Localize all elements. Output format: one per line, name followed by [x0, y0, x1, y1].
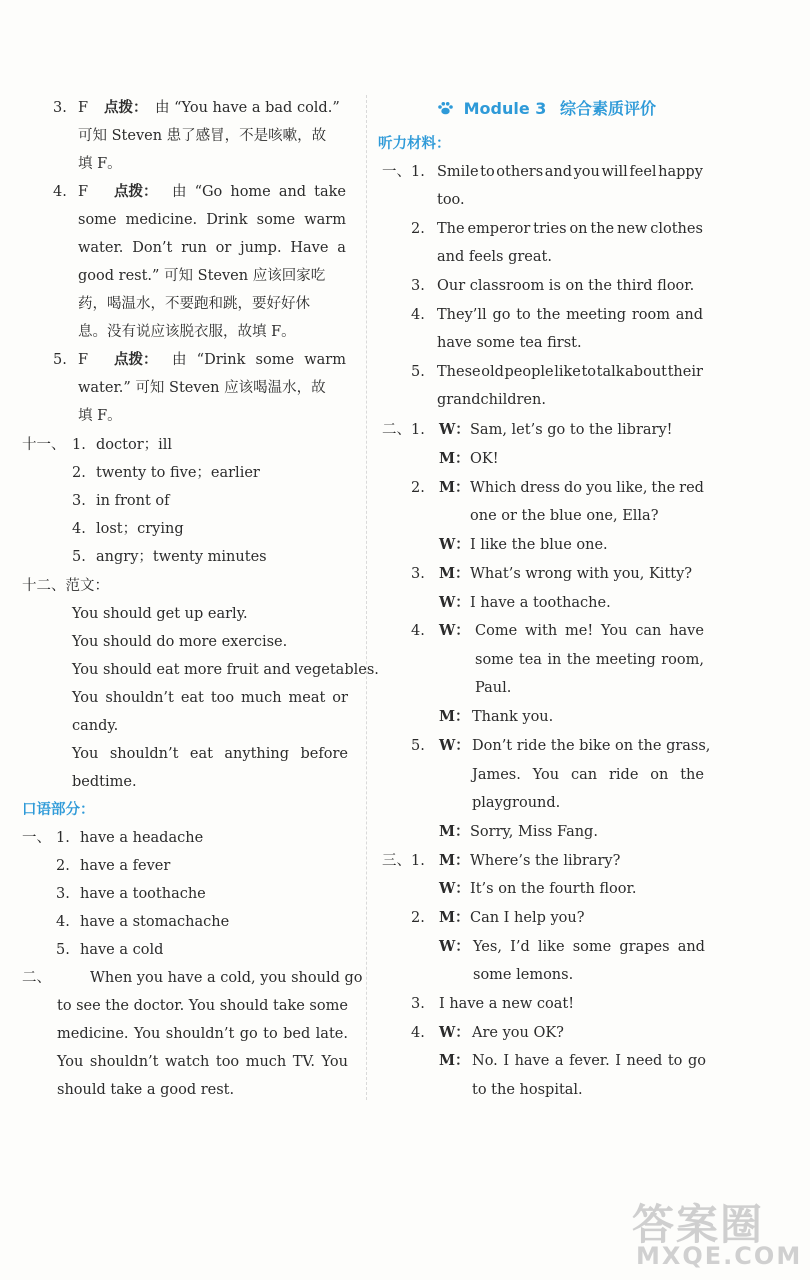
word: need	[626, 1053, 663, 1069]
sentence-line	[437, 305, 703, 325]
word: feel	[629, 164, 657, 180]
speaker: M：	[439, 909, 470, 926]
speaker: W：	[439, 880, 470, 897]
section-label: 十二、范文：	[22, 578, 109, 594]
dialogue-line: Where’s the library?	[470, 853, 621, 869]
listening-heading: 听力材料：	[378, 136, 451, 152]
item-number: 5.	[411, 364, 425, 380]
word: go	[239, 1026, 258, 1042]
hint-text: 由 “You have a bad cold.”	[155, 100, 340, 116]
word: on	[650, 767, 669, 783]
dialogue-line: OK!	[470, 451, 499, 467]
word: some	[309, 998, 348, 1014]
dialogue-line	[473, 937, 705, 957]
word: watch	[165, 1054, 210, 1070]
hint-text: 可知 Steven 患了感冒，不是咳嗽，故	[78, 128, 327, 144]
word: take	[273, 998, 305, 1014]
word: Yes,	[473, 939, 502, 955]
item-number: 4.	[56, 914, 70, 930]
word: anything	[224, 746, 290, 762]
essay-line	[72, 688, 348, 708]
module-title: 综合素质评价	[559, 99, 656, 118]
word: You	[72, 690, 99, 706]
paragraph-line	[57, 1052, 348, 1072]
word: I’d	[510, 939, 530, 955]
word: the	[680, 767, 704, 783]
speaker: M：	[439, 1052, 470, 1069]
dialogue-line	[475, 650, 704, 670]
word: Come	[475, 623, 518, 639]
word: You	[133, 1026, 161, 1042]
word: “Drink	[196, 352, 246, 368]
word: emperor	[467, 221, 531, 237]
section-label: 二、	[22, 970, 51, 986]
hint-text: 填 F。	[78, 156, 122, 172]
word: some	[572, 939, 612, 955]
answer-text: have a fever	[80, 858, 171, 874]
word: room	[631, 307, 670, 323]
word: talk	[596, 364, 625, 380]
dialogue-line: It’s on the fourth floor.	[470, 881, 637, 897]
watermark	[632, 1192, 810, 1280]
item-number: 1.	[411, 164, 425, 180]
paw-icon	[437, 101, 454, 115]
word: No.	[472, 1053, 498, 1069]
word: with	[524, 623, 558, 639]
word: to	[263, 1026, 278, 1042]
answer-text: doctor；ill	[96, 437, 173, 453]
word: grapes	[619, 939, 670, 955]
dialogue-line: Thank you.	[472, 709, 554, 725]
item-number: 1.	[411, 422, 425, 438]
sentence-line	[437, 362, 703, 382]
word: shouldn’t	[109, 746, 179, 762]
answer-text: twenty to five；earlier	[96, 465, 260, 481]
dialogue-line: Sam, let’s go to the library!	[470, 422, 673, 438]
word: Don’t	[132, 240, 173, 256]
essay-line	[72, 744, 348, 764]
word: can	[570, 767, 598, 783]
word: shouldn’t	[165, 1026, 235, 1042]
word: their	[667, 364, 703, 380]
word: before	[300, 746, 348, 762]
word: shouldn’t	[105, 690, 174, 706]
section-label: 一、	[22, 830, 51, 846]
item-number: 2.	[411, 910, 425, 926]
hint-text: 息。没有说应该脱衣服，故填 F。	[78, 324, 296, 340]
word: can	[635, 623, 662, 639]
item-number: 4.	[53, 184, 67, 200]
word: and	[278, 184, 307, 200]
word: some	[475, 652, 514, 668]
item-number: 2.	[56, 858, 70, 874]
speaker: M：	[439, 708, 470, 725]
word: too	[215, 1054, 240, 1070]
word: You	[57, 1054, 84, 1070]
word: eat	[180, 690, 204, 706]
word: Have	[290, 240, 329, 256]
answer-text: have a toothache	[80, 886, 206, 902]
dialogue-line: Sorry, Miss Fang.	[470, 824, 598, 840]
word: see	[76, 998, 101, 1014]
word: room,	[661, 652, 704, 668]
word: red	[679, 480, 704, 496]
word: others	[496, 164, 544, 180]
dialogue-line: What’s wrong with you, Kitty?	[470, 566, 693, 582]
word: you	[585, 480, 613, 496]
item-number: 1.	[72, 437, 86, 453]
dialogue-line: I have a new coat!	[439, 996, 575, 1012]
word: the	[590, 221, 615, 237]
item-number: 1.	[56, 830, 70, 846]
word: should	[219, 998, 269, 1014]
item-number: 3.	[56, 886, 70, 902]
word: warm	[304, 212, 346, 228]
answer-text: have a cold	[80, 942, 164, 958]
word: doctor.	[133, 998, 185, 1014]
speaker: W：	[439, 622, 470, 639]
word: to	[516, 307, 531, 323]
word: much	[245, 1054, 287, 1070]
item-number: 5.	[72, 549, 86, 565]
word: like,	[616, 480, 648, 496]
word: These	[437, 364, 481, 380]
word: I	[503, 1053, 510, 1069]
item-number: 5.	[411, 738, 425, 754]
dialogue-line: I have a toothache.	[470, 595, 611, 611]
word: like	[537, 939, 565, 955]
paragraph-line: When you have a cold, you should go	[90, 970, 363, 986]
word: a	[337, 240, 346, 256]
answer: F	[78, 100, 89, 116]
dialogue-line: Don’t ride the bike on the grass,	[472, 738, 711, 754]
essay-line: bedtime.	[72, 774, 137, 790]
sentence-line: Our classroom is on the third floor.	[437, 278, 695, 294]
item-number: 2.	[72, 465, 86, 481]
answer-text: angry；twenty minutes	[96, 549, 267, 565]
word: me!	[565, 623, 594, 639]
word: in	[547, 652, 562, 668]
hint-line	[78, 210, 346, 230]
item-number: 5.	[56, 942, 70, 958]
word: warm	[304, 352, 346, 368]
word: tea	[518, 652, 542, 668]
column-divider	[366, 95, 367, 1100]
word: meat	[288, 690, 326, 706]
word: and	[544, 164, 573, 180]
dialogue-line	[472, 765, 704, 785]
paragraph-line	[57, 1024, 348, 1044]
word: shouldn’t	[89, 1054, 159, 1070]
essay-line: candy.	[72, 718, 119, 734]
hint-label: 点拨：	[114, 183, 158, 200]
dialogue-line: Can I help you?	[470, 910, 585, 926]
word: to	[667, 1053, 683, 1069]
oral-heading: 口语部分：	[22, 802, 95, 818]
speaker: W：	[439, 938, 470, 955]
sentence-line: have some tea first.	[437, 335, 582, 351]
dialogue-line: I like the blue one.	[470, 537, 608, 553]
hint-line	[78, 238, 346, 258]
word: clothes	[650, 221, 703, 237]
item-number: 3.	[411, 996, 425, 1012]
word: go	[492, 307, 511, 323]
word: old	[481, 364, 504, 380]
word: tries	[533, 221, 567, 237]
word: eat	[189, 746, 213, 762]
item-number: 4.	[411, 623, 425, 639]
word: fever.	[569, 1053, 610, 1069]
word: people	[504, 364, 554, 380]
dialogue-line	[472, 1051, 706, 1071]
sentence-line: too.	[437, 192, 465, 208]
speaker: W：	[439, 737, 470, 754]
item-number: 4.	[411, 307, 425, 323]
word: water.	[78, 240, 124, 256]
word: the	[566, 652, 591, 668]
word: You	[321, 1054, 348, 1070]
word: to	[57, 998, 72, 1014]
word: some	[256, 212, 296, 228]
section-label: 十一、	[22, 437, 66, 453]
word: 由	[172, 352, 187, 368]
hint-line	[172, 350, 346, 370]
word: some	[78, 212, 117, 228]
word: medicine.	[125, 212, 198, 228]
word: new	[617, 221, 648, 237]
sentence-line: grandchildren.	[437, 392, 546, 408]
word: the	[536, 307, 561, 323]
word: Smile	[437, 164, 479, 180]
speaker: M：	[439, 565, 470, 582]
word: much	[241, 690, 282, 706]
dialogue-line	[470, 478, 704, 498]
answer-text: have a stomachache	[80, 914, 230, 930]
answer-text: in front of	[96, 493, 170, 509]
essay-line: You should do more exercise.	[72, 634, 288, 650]
answer: F	[78, 184, 89, 200]
word: “Go	[194, 184, 223, 200]
word: like	[554, 364, 581, 380]
dialogue-line: playground.	[472, 795, 561, 811]
speaker: W：	[439, 1024, 470, 1041]
word: meeting	[595, 652, 656, 668]
word: or	[332, 690, 348, 706]
word: late.	[315, 1026, 348, 1042]
item-number: 2.	[411, 221, 425, 237]
sentence-line: and feels great.	[437, 249, 552, 265]
item-number: 3.	[411, 566, 425, 582]
word: I	[615, 1053, 621, 1069]
word: the	[651, 480, 676, 496]
word: do	[563, 480, 582, 496]
item-number: 3.	[53, 100, 67, 116]
speaker: M：	[439, 479, 470, 496]
sentence-line	[437, 219, 703, 239]
word: The	[437, 221, 465, 237]
word: They’ll	[437, 307, 487, 323]
hint-text: 药，喝温水，不要跑和跳，要好好休	[78, 296, 310, 312]
paragraph-line	[57, 996, 348, 1016]
word: to	[480, 164, 495, 180]
word: ride	[608, 767, 639, 783]
word: and	[677, 939, 705, 955]
word: Drink	[206, 212, 248, 228]
section-label: 二、	[382, 422, 411, 438]
word: medicine.	[57, 1026, 129, 1042]
word: or	[215, 240, 232, 256]
word: You	[188, 998, 216, 1014]
word: dress	[520, 480, 560, 496]
speaker: M：	[439, 450, 470, 467]
essay-line: You should eat more fruit and vegetables.	[72, 662, 379, 678]
module-label: Module 3	[463, 99, 547, 118]
section-label: 一、	[382, 164, 411, 180]
item-number: 4.	[411, 1025, 425, 1041]
word: and	[675, 307, 703, 323]
word: will	[601, 164, 628, 180]
word: meeting	[566, 307, 627, 323]
item-number: 5.	[53, 352, 67, 368]
paragraph-line: should take a good rest.	[57, 1082, 235, 1098]
word: you	[573, 164, 600, 180]
item-number: 1.	[411, 853, 425, 869]
dialogue-line: to the hospital.	[472, 1082, 583, 1098]
item-number: 2.	[411, 480, 425, 496]
word: bed	[283, 1026, 311, 1042]
word: take	[314, 184, 346, 200]
word: some	[255, 352, 295, 368]
word: on	[569, 221, 588, 237]
word: Which	[470, 480, 517, 496]
hint-label: 点拨：	[114, 351, 158, 368]
word: You	[72, 746, 99, 762]
item-number: 3.	[411, 278, 425, 294]
word: have	[669, 623, 704, 639]
word: too	[210, 690, 235, 706]
hint-text: good rest.” 可知 Steven 应该回家吃	[78, 268, 326, 284]
speaker: M：	[439, 852, 470, 869]
dialogue-line: Are you OK?	[472, 1025, 564, 1041]
answer-text: lost；crying	[96, 521, 184, 537]
section-label: 三、	[382, 853, 411, 869]
watermark-logo: 答案圈	[632, 1200, 765, 1249]
word: James.	[472, 767, 521, 783]
word: about	[625, 364, 667, 380]
watermark-url: MXQE.COM	[636, 1242, 803, 1270]
dialogue-line: some lemons.	[473, 967, 574, 983]
word: have	[514, 1053, 550, 1069]
sentence-line	[437, 162, 703, 182]
essay-line: You should get up early.	[72, 606, 248, 622]
word: a	[554, 1053, 564, 1069]
word: home	[230, 184, 271, 200]
hint-text: 填 F。	[78, 408, 122, 424]
speaker: W：	[439, 594, 470, 611]
word: You	[532, 767, 560, 783]
word: go	[687, 1053, 706, 1069]
answer-text: have a headache	[80, 830, 204, 846]
word: 由	[172, 184, 187, 200]
module-header	[437, 98, 656, 120]
item-number: 3.	[72, 493, 86, 509]
hint-label: 点拨：	[104, 99, 148, 116]
dialogue-line: one or the blue one, Ella?	[470, 508, 659, 524]
hint-text: water.” 可知 Steven 应该喝温水，故	[78, 380, 326, 396]
item-number: 4.	[72, 521, 86, 537]
speaker: M：	[439, 823, 470, 840]
dialogue-line	[475, 621, 704, 641]
word: TV.	[292, 1054, 316, 1070]
speaker: W：	[439, 536, 470, 553]
word: the	[105, 998, 130, 1014]
word: happy	[658, 164, 703, 180]
hint-line	[172, 182, 346, 202]
word: jump.	[240, 240, 282, 256]
word: to	[581, 364, 597, 380]
answer: F	[78, 352, 89, 368]
word: run	[181, 240, 207, 256]
dialogue-line: Paul.	[475, 680, 512, 696]
speaker: W：	[439, 421, 470, 438]
word: You	[601, 623, 628, 639]
